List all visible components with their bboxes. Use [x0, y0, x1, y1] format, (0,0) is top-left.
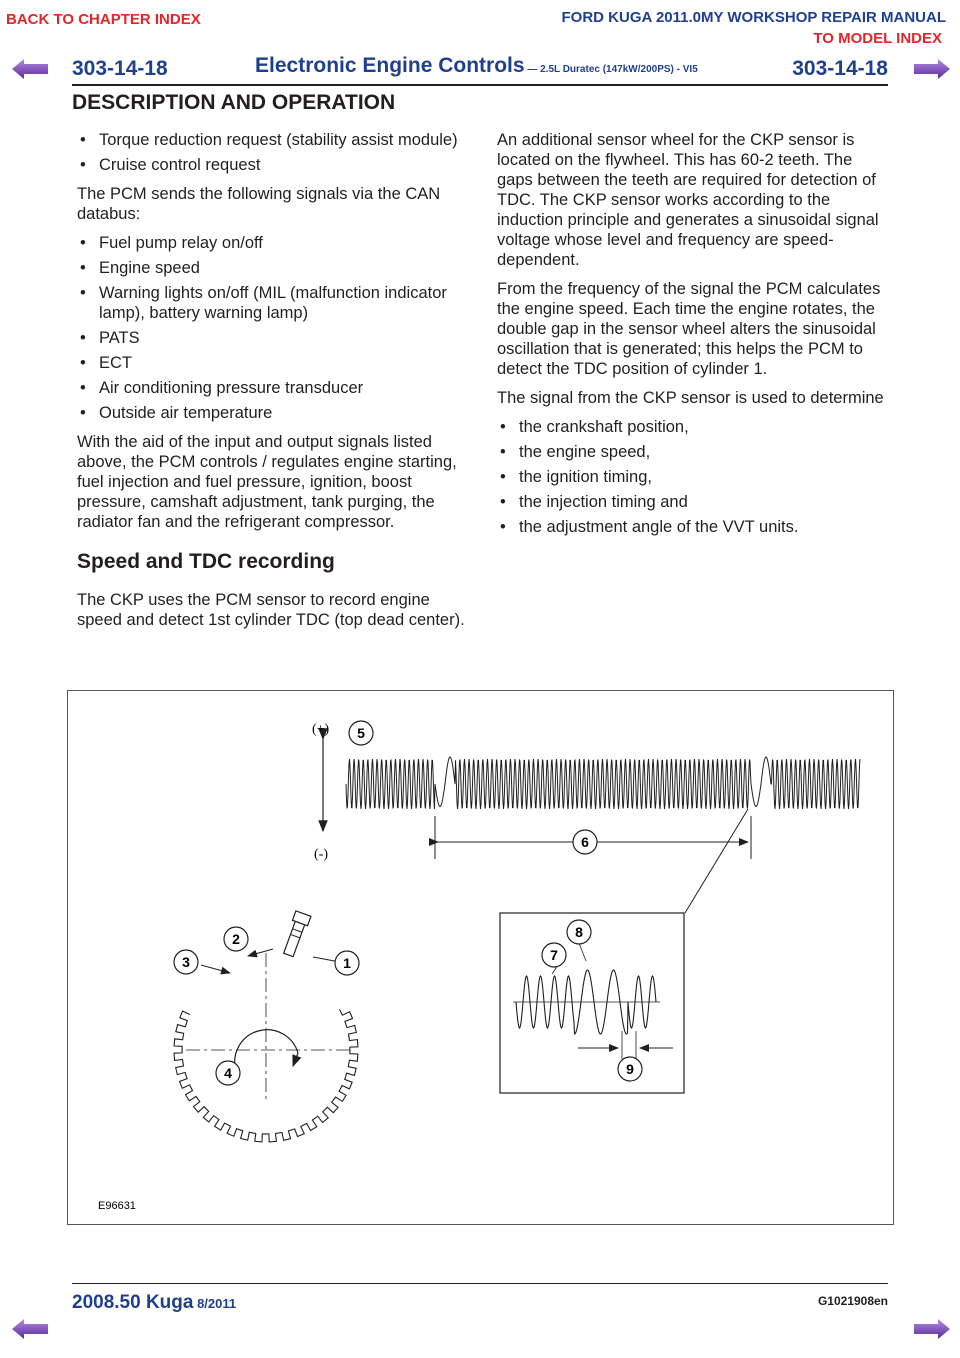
section-title-main: Electronic Engine Controls	[255, 54, 525, 77]
list-item: • the engine speed,	[497, 442, 887, 462]
paragraph: An additional sensor wheel for the CKP sensor is located on the flywheel. This has 60-2 teeth. The gaps between the teeth are required for detection of TDC. The CKP sensor works according to the induction principle and generates a sinusoidal signal voltage whose level and frequency are speed-dependent.	[497, 131, 879, 269]
footer-rule	[72, 1283, 888, 1284]
list-item: • Outside air temperature	[77, 403, 467, 423]
ckp-signal-waveform	[346, 757, 860, 809]
footer-model	[72, 1292, 236, 1314]
list-item: • Warning lights on/off (MIL (malfunction indicator lamp), battery warning lamp)	[77, 283, 467, 323]
rotation-arrow	[293, 1053, 298, 1066]
callout-5	[349, 721, 373, 745]
left-arrow-icon[interactable]	[12, 1318, 50, 1340]
section-title	[255, 54, 698, 78]
figure-drawing	[68, 691, 893, 1224]
left-column	[77, 130, 467, 639]
bullet-list-inputs	[77, 130, 467, 175]
sensor-wheel	[174, 953, 358, 1142]
list-item: • the ignition timing,	[497, 467, 887, 487]
paragraph: With the aid of the input and output signals listed above, the PCM controls / regulates engine starting, fuel injection and fuel pressure, ignition, boost pressure, camshaft adjustment, tank purging, the radiator fan and the refrigerant compressor.	[77, 433, 457, 531]
page-number-left: 303-14-18	[72, 57, 168, 80]
list-item: • Fuel pump relay on/off	[77, 233, 467, 253]
callout-7	[542, 943, 566, 967]
callout-2	[224, 927, 248, 951]
footer-model-name: 2008.50 Kuga	[72, 1292, 194, 1313]
page-number-right: 303-14-18	[792, 57, 888, 80]
detail-box	[500, 913, 684, 1093]
list-item: • the adjustment angle of the VVT units.	[497, 517, 887, 537]
bullet-list-uses	[497, 417, 887, 537]
list-item: • Torque reduction request (stability assist module)	[77, 130, 467, 150]
back-to-chapter-index-link[interactable]: BACK TO CHAPTER INDEX	[6, 11, 201, 28]
paragraph: From the frequency of the signal the PCM calculates the engine speed. Each time the engine rotates, the double gap in the sensor wheel alters the sinusoidal oscillation that is generated; this helps the PCM to detect the TDC position of cylinder 1.	[497, 280, 881, 378]
svg-text:1: 1	[343, 955, 351, 971]
paragraph: The signal from the CKP sensor is used to determine	[497, 389, 884, 407]
leader-line	[248, 949, 273, 956]
minus-label: (-)	[314, 847, 328, 862]
left-arrow-icon[interactable]	[12, 58, 50, 80]
list-item: • Air conditioning pressure transducer	[77, 378, 467, 398]
footer-date: 8/2011	[193, 1296, 237, 1311]
svg-text:5: 5	[357, 725, 365, 741]
callout-8	[567, 920, 591, 944]
bullet-list-outputs	[77, 233, 467, 423]
manual-title: FORD KUGA 2011.0MY WORKSHOP REPAIR MANUAL	[561, 9, 946, 26]
subsection-heading: Speed and TDC recording	[77, 550, 335, 573]
header-rule	[72, 84, 888, 86]
to-model-index-link[interactable]: TO MODEL INDEX	[813, 30, 942, 47]
svg-text:6: 6	[581, 834, 589, 850]
ckp-sensor	[281, 911, 311, 958]
chapter-heading: DESCRIPTION AND OPERATION	[72, 91, 396, 114]
plus-label: (+)	[312, 722, 330, 737]
callout-6	[573, 830, 597, 854]
ckp-signal-figure	[67, 690, 894, 1225]
callout-1	[335, 951, 359, 975]
svg-text:3: 3	[182, 954, 190, 970]
footer-doc-id: G1021908en	[817, 1294, 888, 1308]
figure-code: E96631	[98, 1200, 136, 1212]
paragraph: The CKP uses the PCM sensor to record engine speed and detect 1st cylinder TDC (top dead center).	[77, 591, 465, 629]
section-subtitle: — 2.5L Duratec (147kW/200PS) - VI5	[524, 64, 698, 75]
right-arrow-icon[interactable]	[912, 58, 950, 80]
list-item: • the crankshaft position,	[497, 417, 887, 437]
callout-4	[216, 1061, 240, 1085]
svg-text:8: 8	[575, 924, 583, 940]
svg-text:2: 2	[232, 931, 240, 947]
list-item: • the injection timing and	[497, 492, 887, 512]
paragraph: The PCM sends the following signals via the CAN databus:	[77, 185, 441, 223]
list-item: • Cruise control request	[77, 155, 467, 175]
leader-line	[201, 965, 230, 973]
list-item: • PATS	[77, 328, 467, 348]
svg-text:9: 9	[626, 1061, 634, 1077]
leader-line	[685, 809, 748, 913]
list-item: • Engine speed	[77, 258, 467, 278]
list-item: • ECT	[77, 353, 467, 373]
right-column	[497, 130, 887, 546]
callout-9	[618, 1057, 642, 1081]
svg-text:4: 4	[224, 1065, 232, 1081]
right-arrow-icon[interactable]	[912, 1318, 950, 1340]
svg-text:7: 7	[550, 947, 558, 963]
callout-3	[174, 950, 198, 974]
